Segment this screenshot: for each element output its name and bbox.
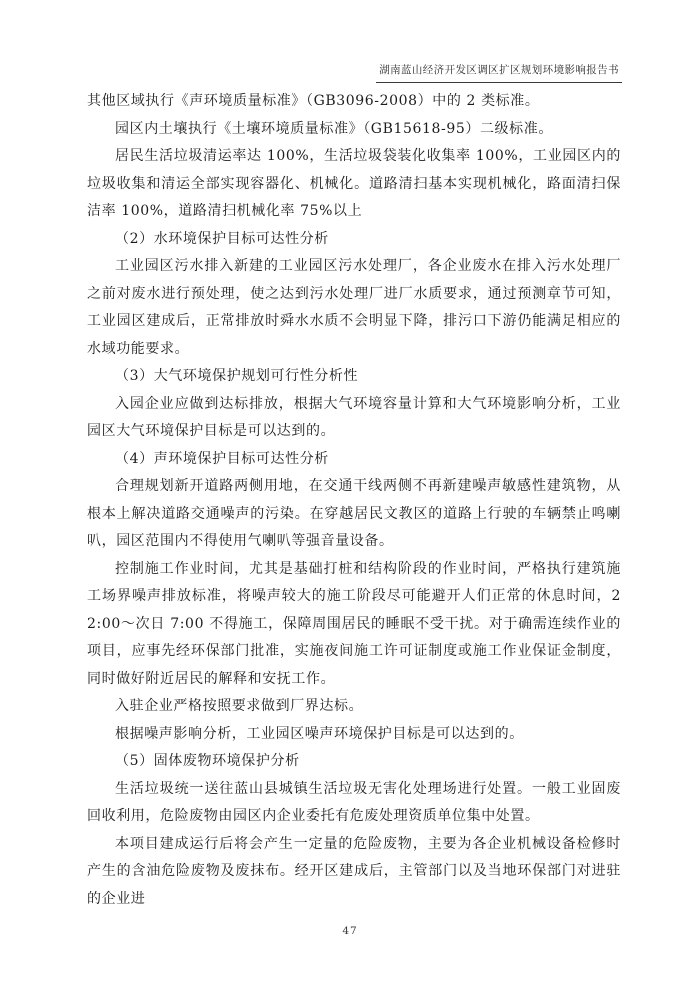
section-heading: （3）大气环境保护规划可行性分析性 [115, 368, 359, 384]
page-header [87, 58, 622, 83]
paragraph: 控制施工作业时间，尤其是基础打桩和结构阶段的作业时间，严格执行建筑施工场界噪声排放标准，将噪声较大的施工阶段尽可能避开人们正常的休息时间，22:00～次日 7:00 不得施工，保障周围居民的睡眠不受干扰。对于确需连续作业的项目，应事先经环保部门批准，实施夜间施工许可证制度或施工作业保证金制度，同时做好附近居民的解释和安抚工作。 [87, 560, 621, 687]
paragraph: 根据噪声影响分析，工业园区噪声环境保护目标是可以达到的。 [115, 725, 524, 742]
page-number: 47 [342, 925, 358, 937]
paragraph: 其他区域执行《声环境质量标准》（GB3096-2008）中的 2 类标准。 [87, 93, 540, 109]
paragraph: 入园企业应做到达标排放，根据大气环境容量计算和大气环境影响分析，工业园区大气环境保护目标是可以达到的。 [87, 395, 621, 439]
section-heading: （4）声环境保护目标可达性分析 [115, 450, 329, 467]
paragraph: 本项目建成运行后将会产生一定量的危险废物，主要为各企业机械设备检修时产生的含油危险废物及废抹布。经开区建成后，主管部门以及当地环保部门对进驻的企业进 [87, 835, 621, 907]
section-heading: （5）固体废物环境保护分析 [115, 753, 300, 769]
paragraph: 入驻企业严格按照要求做到厂界达标。 [115, 698, 364, 714]
paragraph: 居民生活垃圾清运率达 100%，生活垃圾袋装化收集率 100%，工业园区内的垃圾收集和清运全部实现容器化、机械化。道路清扫基本实现机械化，路面清扫保洁率 100%，道路清扫机械化率 75%以上 [87, 148, 621, 219]
paragraph: 生活垃圾统一送往蓝山县城镇生活垃圾无害化处理场进行处置。一般工业固废回收利用，危险废物由园区内企业委托有危废处理资质单位集中处置。 [87, 780, 621, 824]
document-body [87, 88, 621, 913]
paragraph: 园区内土壤执行《土壤环境质量标准》（GB15618-95）二级标准。 [115, 120, 553, 137]
paragraph: 工业园区污水排入新建的工业园区污水处理厂，各企业废水在排入污水处理厂之前对废水进行预处理，使之达到污水处理厂进厂水质要求，通过预测章节可知，工业园区建成后，正常排放时舜水水质不会明显下降，排污口下游仍能满足相应的水域功能要求。 [87, 258, 621, 357]
paragraph: 合理规划新开道路两侧用地，在交通干线两侧不再新建噪声敏感性建筑物，从根本上解决道路交通噪声的污染。在穿越居民文教区的道路上行驶的车辆禁止鸣喇叭，园区范围内不得使用气喇叭等强音量设备。 [87, 478, 621, 549]
page-footer [0, 919, 700, 938]
page-header-title: 湖南蓝山经济开发区调区扩区规划环境影响报告书 [376, 62, 622, 83]
section-heading: （2）水环境保护目标可达性分析 [115, 230, 329, 247]
